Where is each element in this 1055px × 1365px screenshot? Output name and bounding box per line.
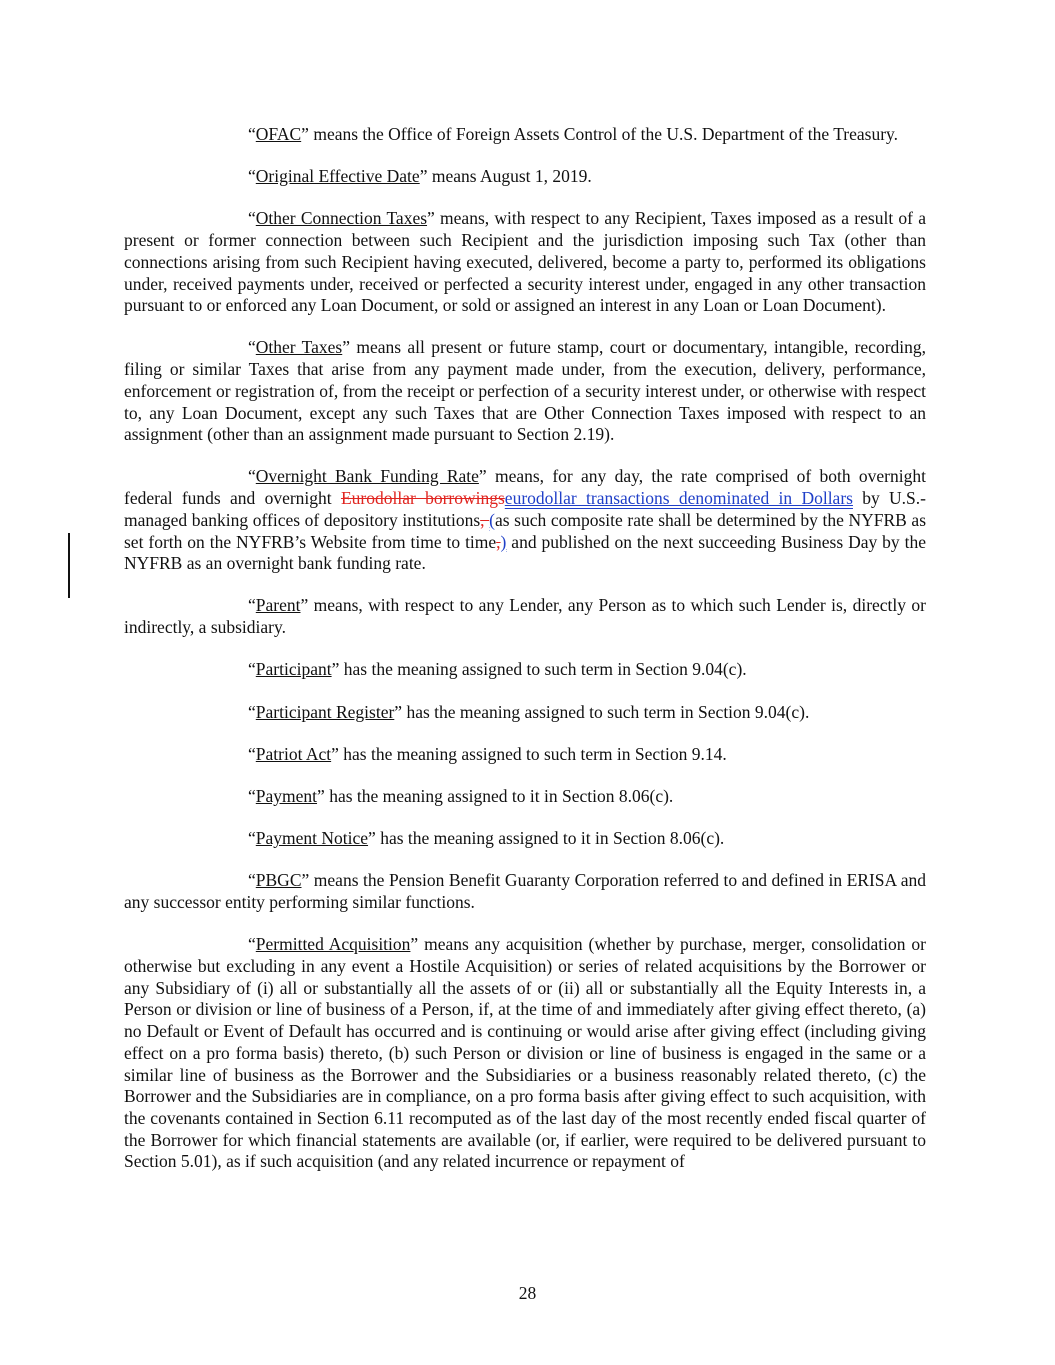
definition-text: means the Pension Benefit Guaranty Corporation referred to and defined in ERISA and any successor entity performing similar functions. <box>124 870 926 913</box>
definitions-section <box>124 124 926 1173</box>
inserted-text: ) <box>500 531 507 552</box>
definition-text: means, with respect to any Lender, any Person as to which such Lender is, directly or indirectly, a subsidiary. <box>124 595 926 638</box>
defined-term: Parent <box>255 595 301 616</box>
inserted-text: ( <box>489 509 495 530</box>
defined-term: Patriot Act <box>255 743 332 764</box>
definition-patriot-act: “Patriot Act” has the meaning assigned to such term in Section 9.14. <box>248 743 727 764</box>
definition-text: has the meaning assigned to it in Section 8.06(c). <box>375 828 725 849</box>
definition-text: has the meaning assigned to such term in Section 9.14. <box>338 743 727 764</box>
defined-term: Permitted Acquisition <box>255 934 411 955</box>
defined-term: Payment <box>255 785 318 806</box>
defined-term: PBGC <box>255 870 302 891</box>
defined-term: Other Taxes <box>255 337 343 358</box>
definition-text: means the Office of Foreign Assets Control of the U.S. Department of the Treasury. <box>308 124 899 144</box>
definition-text: has the meaning assigned to it in Section 8.06(c). <box>324 785 674 806</box>
revision-change-bar <box>68 533 70 598</box>
definition-text: means, with respect to any Recipient, Taxes imposed as a result of a present or former connection between such Recipient and the jurisdiction imposing such Tax (other than connections arising from such Recipient having executed, delivered, become a party to, performed its obligations under, received payments under, received or perfected a security interest under, engaged in any other transaction pursuant to or enforced any Loan Document, or sold or assigned an interest in any Loan or Loan Document). <box>124 208 926 316</box>
definition-ofac: “OFAC” means the Office of Foreign Assets Control of the U.S. Department of the Treasury. <box>248 124 899 144</box>
definition-text: means any acquisition (whether by purchase, merger, consolidation or otherwise but excluding in any event a Hostile Acquisition) or series of related acquisitions by the Borrower or any Subsidiary of (i) all or substantially all the assets of or (ii) all or substantially all the Equity Interests in, a Person or division or line of business of a Person, if, at the time of and immediately after giving effect thereto, (a) no Default or Event of Default has occurred and is continuing or would arise after giving effect (including giving effect on a pro forma basis) thereto, (b) such Person or division or line of business is engaged in the same or a similar line of business as the Borrower and the Subsidiaries or a business reasonably related thereto, (c) the Borrower and the Subsidiaries are in compliance, on a pro forma basis after giving effect to such acquisition, with the covenants contained in Section 6.11 recomputed as of the last day of the most recently ended fiscal quarter of the Borrower for which financial statements are available (or, if earlier, were required to be delivered pursuant to Section 5.01), as if such acquisition (and any related incurrence or repayment of <box>124 934 926 1172</box>
definition-payment-notice: “Payment Notice” has the meaning assigned to it in Section 8.06(c). <box>248 828 725 849</box>
defined-term: Overnight Bank Funding Rate <box>255 466 479 487</box>
definition-text: has the meaning assigned to such term in Section 9.04(c). <box>402 701 810 722</box>
definition-permitted-acquisition: “Permitted Acquisition” means any acquisition (whether by purchase, merger, consolidation or otherwise but excluding in any event a Hostile Acquisition) or series of related acquisitions by the Borrower or any Subsidiary of (i) all or substantially all the assets of or (ii) all or substantially all the Equity Interests in, a Person or division or line of business of a Person, if, at the time of and immediately after giving effect thereto, (a) no Default or Event of Default has occurred and is continuing or would arise after giving effect (including giving effect on a pro forma basis) thereto, (b) such Person or division or line of business is engaged in the same or a similar line of business as the Borrower and the Subsidiaries or a business reasonably related thereto, (c) the Borrower and the Subsidiaries are in compliance, on a pro forma basis after giving effect to such acquisition, with the covenants contained in Section 6.11 recomputed as of the last day of the most recently ended fiscal quarter of the Borrower for which financial statements are available (or, if earlier, were required to be delivered pursuant to Section 5.01), as if such acquisition (and any related incurrence or repayment of <box>124 934 926 1172</box>
definition-original-effective-date: “Original Effective Date” means August 1, 2019. <box>248 166 592 187</box>
definition-participant-register: “Participant Register” has the meaning assigned to such term in Section 9.04(c). <box>248 701 810 722</box>
defined-term: Original Effective Date <box>255 166 420 187</box>
definition-text: and published on the next succeeding Business Day by the NYFRB as an overnight bank funding rate. <box>124 531 926 574</box>
definition-pbgc: “PBGC” means the Pension Benefit Guaranty Corporation referred to and defined in ERISA and any successor entity performing similar functions. <box>124 870 926 913</box>
definition-participant: “Participant” has the meaning assigned to such term in Section 9.04(c). <box>248 659 747 680</box>
defined-term: OFAC <box>255 124 302 144</box>
definition-text: as such composite rate shall be determined by the NYFRB as set forth on the NYFRB’s Website from time to time <box>124 509 927 552</box>
deleted-text: , <box>480 509 490 530</box>
definition-text: means all present or future stamp, court or documentary, intangible, recording, filing or similar Taxes that arise from any payment made under, from the execution, delivery, performance, enforcement or registration of, from the receipt or perfection of a security interest under, or otherwise with respect to, any Loan Document, except any such Taxes that are Other Connection Taxes imposed with respect to an assignment (other than an assignment made pursuant to Section 2.19). <box>124 337 927 445</box>
deleted-text: Eurodollar borrowings <box>340 488 505 509</box>
definition-overnight-bank-funding-rate: “Overnight Bank Funding Rate” means, for any day, the rate comprised of both overnight federal funds and overnight Eurodollar borrowingseurodollar transactions denominated in Dollars by U.S.-managed banking offices of depository institutions, (as such composite rate shall be determined by the NYFRB as set forth on the NYFRB’s Website from time to time,) and published on the next succeeding Business Day by the NYFRB as an overnight bank funding rate. <box>124 466 927 574</box>
inserted-text: eurodollar transactions denominated in Dollars <box>504 488 853 509</box>
definition-text: has the meaning assigned to such term in Section 9.04(c). <box>339 659 747 680</box>
definition-other-taxes: “Other Taxes” means all present or future stamp, court or documentary, intangible, recording, filing or similar Taxes that arise from any payment made under, from the execution, delivery, performance, enforcement or registration of, from the receipt or perfection of a security interest under, or otherwise with respect to, any Loan Document, except any such Taxes that are Other Connection Taxes imposed with respect to an assignment (other than an assignment made pursuant to Section 2.19). <box>124 337 927 445</box>
defined-term: Payment Notice <box>255 828 369 849</box>
deleted-text: , <box>496 531 501 552</box>
definition-payment: “Payment” has the meaning assigned to it in Section 8.06(c). <box>248 785 674 806</box>
definition-text: by U.S.-managed banking offices of depository institutions <box>124 488 926 530</box>
page-number: 28 <box>518 1283 537 1303</box>
definition-text: means August 1, 2019. <box>427 166 592 187</box>
defined-term: Participant <box>255 659 332 680</box>
definition-parent: “Parent” means, with respect to any Lender, any Person as to which such Lender is, directly or indirectly, a subsidiary. <box>124 595 926 638</box>
definition-other-connection-taxes: “Other Connection Taxes” means, with respect to any Recipient, Taxes imposed as a result of a present or former connection between such Recipient and the jurisdiction imposing such Tax (other than connections arising from such Recipient having executed, delivered, become a party to, performed its obligations under, received payments under, received or perfected a security interest under, engaged in any other transaction pursuant to or enforced any Loan Document, or sold or assigned an interest in any Loan or Loan Document). <box>124 208 926 316</box>
definition-text: means, for any day, the rate comprised of both overnight federal funds and overnight <box>124 466 926 509</box>
defined-term: Other Connection Taxes <box>255 208 428 229</box>
defined-term: Participant Register <box>255 701 395 722</box>
